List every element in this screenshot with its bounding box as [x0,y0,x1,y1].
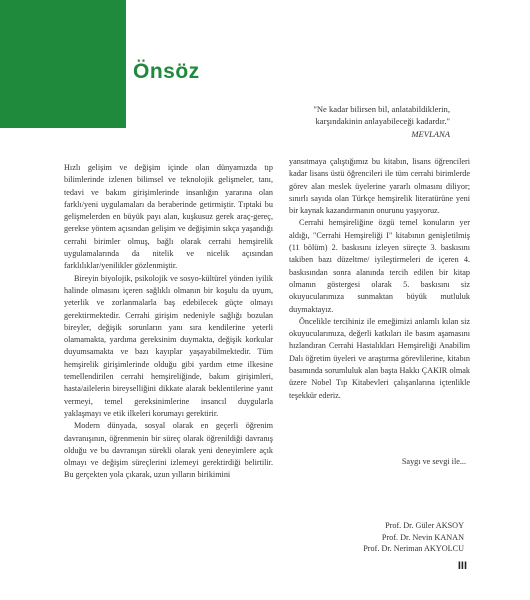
signature-line: Prof. Dr. Güler AKSOY [385,521,464,530]
paragraph: Modern dünyada, sosyal olarak en geçerli öğrenim davranışının, öğrenmenin bir süreç olarak öğrenildiği davranış olduğu ve bu davranışın sürekli olarak yeni deneyimlere açık olmayı ve değişim süreçlerini izlemeyi gerektirdiği belirtilir. Bu gerçekten yola çıkarak, uzun yılların birikimini [64,421,273,480]
quote-author: MEVLANA [411,128,450,139]
paragraph: yansıtmaya çalıştığımız bu kitabın, lisans öğrencileri kadar lisans üstü öğrencileri ile tüm cerrahi birimlerde görev alan meslek üyelerine yararlı olmasını diliyor; sınırlı sayıda olan Türkçe hemşirelik literatürüne yeni bir kaynak kazandırmanın onurunu yaşıyoruz. [289,157,470,216]
paragraph: Bireyin biyolojik, psikolojik ve sosyo-kültürel yönden iyilik halinde olmasını içeren sağlıklı olmanın bir koşulu da uyum, yeterlik ve zorlanmalarla baş edebilecek güçte olmayı gerektirmektedir. Cerrahi girişim nedeniyle sağlığı bozulan bireyler, değişik sorunların yanı sıra kendilerine yeterli olamamakta, yardıma gereksinim duymakta, değişik korkular duyumsamakta ve bazı kayıplar yaşayabilmektedir. Tüm hemşirelik girişimlerinde olduğu gibi yardım etme ilkesine temellendirilen cerrahi hemşireliğinde, bakım girişimleri, hasta/ailelerin bireyselliğini dikkate alarak beklentilerine yanıt vermeyi, temel gereksinimlerine insancıl duygularla yaklaşmayı ve etik ilkeleri korumayı gerektirir. [64,273,273,418]
signature-line: Prof. Dr. Neriman AKYOLCU [363,544,464,554]
page-title: Önsöz [133,60,200,83]
paragraph: Öncelikle tercihiniz ile emeğimizi anlamlı kılan siz okuyucularımıza, değerli katkıları ile basım aşamasını hızlandıran Cerrahi Hastalıkları Hemşireliği Anabilim Dalı öğretim üyeleri ve araştırma görevlilerine, kitabın basımında sorumluluk alan başta Hakkı ÇAKIR olmak üzere Nobel Tıp Kitabevleri çalışanlarına içtenlikle teşekkür ederiz. [289,316,470,400]
page-number: III [457,560,467,572]
signature-block [300,520,464,555]
paragraph: Cerrahi hemşireliğine özgü temel konuların yer aldığı, "Cerrahi Hemşireliği I" kitabının genişletilmiş (11 bölüm) 2. baskısını izleyen süreçte 3. baskısını takiben bazı düzeltme/ iyileştirmeleri de içeren 4. baskısından sonra alanında tercih edilen bir kitap olmanın göstergesi olarak 5. baskısını siz okuyucularımıza sunmaktan büyük mutluluk duymaktayız. [289,218,470,314]
signature-line: Prof. Dr. Nevin KANAN [381,532,464,542]
closing-line: Saygı ve sevgi ile... [401,457,466,466]
epigraph [280,103,450,140]
quote-text: "Ne kadar bilirsen bil, anlatabildiklerin, karşındakinin anlayabileceği kadardır." [313,104,450,127]
header-color-block [0,0,126,128]
left-column [64,162,273,482]
right-column [289,156,470,402]
paragraph: Hızlı gelişim ve değişim içinde olan dünyamızda tıp bilimlerinde izlenen bilimsel ve teknolojik gelişmeler, tanı, tedavi ve bakım girişimlerinde insanlığın yararına olan farklı/yeni uygulamaları da beraberinde getirmiştir. Tıptaki bu gelişmelerden en büyük payı alan, kuşkusuz gerek araç-gereç, gerekse yöntem açısından gelişim ve değişimin sıkça yaşandığı cerrahi birimler olmuş, bağlı olarak cerrahi hemşirelik uygulamalarında da nitelik ve nicelik açısından farklılıklar/yenilikler gözlenmiştir. [64,163,273,271]
